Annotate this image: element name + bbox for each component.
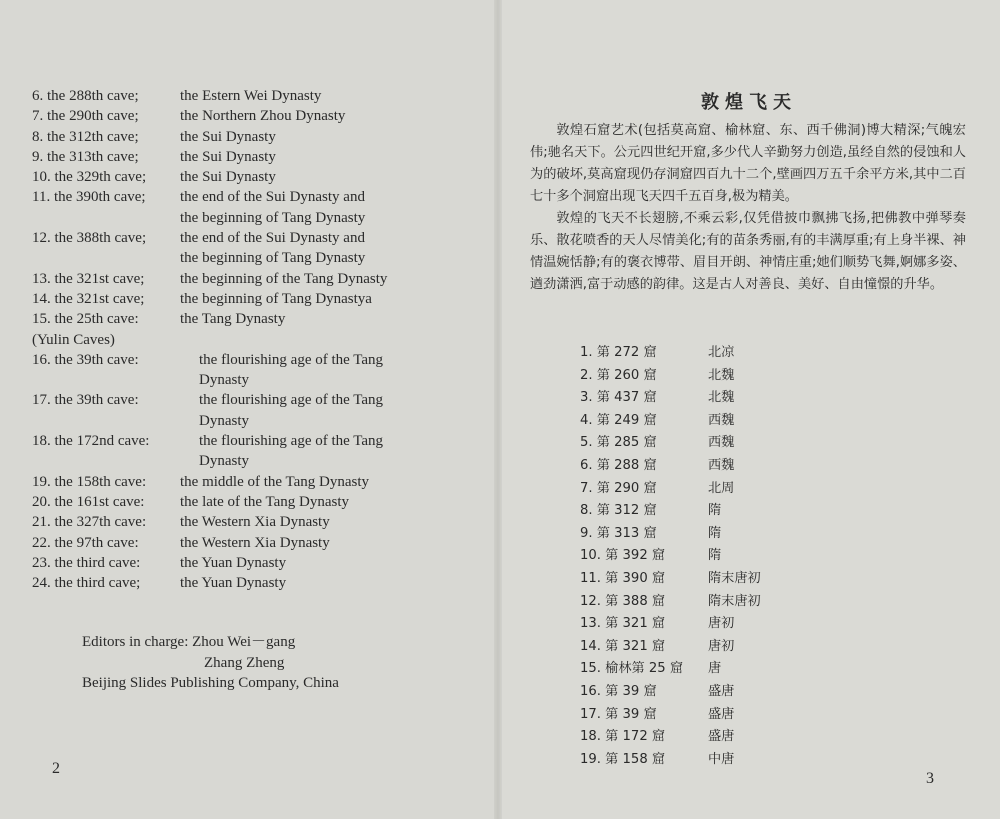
list-item: 7. the 290th cave; the Northern Zhou Dynasty — [32, 108, 346, 125]
list-item: 8. 第 312 窟 隋 — [580, 503, 722, 519]
list-item: 16. 第 39 窟 盛唐 — [580, 683, 735, 699]
english-cave-list — [32, 86, 452, 593]
list-item: 8. the 312th cave; the Sui Dynasty — [32, 128, 276, 145]
list-item: 23. the third cave: the Yuan Dynasty — [32, 554, 287, 571]
list-item: 1. 第 272 窟 北凉 — [580, 345, 735, 360]
description-paragraph: 敦煌的飞天不长翅膀,不乘云彩,仅凭借披巾飘拂飞扬,把佛教中弹琴奏乐、散花喷香的天人尽情美化;有的苗条秀丽,有的丰满厚重;有上身半裸、神情温婉恬静;有的褒衣博带、眉目开朗、神情庄重;她们顺势飞舞,婀娜多姿、遒劲潇洒,富于动感的韵律。这是古人对善良、美好、自由憧憬的升华。 — [530, 211, 966, 292]
list-item: 14. the 321st cave; the beginning of Tang Dynastya — [32, 290, 372, 307]
list-item: 17. 第 39 窟 盛唐 — [580, 706, 735, 722]
list-item: 7. 第 290 窟 北周 — [580, 480, 735, 496]
page-number-right: 3 — [926, 770, 934, 787]
list-item: 22. the 97th cave: the Western Xia Dynasty — [32, 534, 330, 551]
list-item: 18. 第 172 窟 盛唐 — [580, 729, 735, 745]
list-item: 16. the 39th cave: the flourishing age of the Tang — [32, 351, 384, 368]
list-item: 14. 第 321 窟 唐初 — [580, 638, 735, 654]
list-item: 4. 第 249 窟 西魏 — [580, 412, 735, 428]
list-item-continuation: Dynasty — [199, 412, 249, 429]
list-item: 10. the 329th cave; the Sui Dynasty — [32, 169, 276, 186]
intro-paragraph: 敦煌石窟艺术(包括莫高窟、榆林窟、东、西千佛洞)博大精深;气魄宏伟;驰名天下。公元四世纪开窟,多少代人辛勤努力创造,虽经自然的侵蚀和人为的破坏,莫高窟现仍存洞窟四百九十二个,壁画四万五千余平方米,其中二百七十多个洞窟出现飞天四千五百身,极为精美。 — [530, 123, 966, 204]
list-item: 6. 第 288 窟 西魏 — [580, 457, 735, 473]
credit-publisher: Beijing Slides Publishing Company, China — [82, 675, 339, 691]
list-item: 6. the 288th cave; the Estern Wei Dynasty — [32, 88, 322, 104]
list-item: 19. the 158th cave: the middle of the Tang Dynasty — [32, 473, 370, 490]
list-item-continuation: the beginning of Tang Dynasty — [180, 209, 366, 226]
credit-editor-second: Zhang Zheng — [204, 654, 285, 671]
list-item: 17. the 39th cave: the flourishing age of the Tang — [32, 392, 384, 409]
page-number-left: 2 — [52, 760, 60, 777]
list-item: 21. the 327th cave: the Western Xia Dynasty — [32, 514, 330, 531]
list-item: 11. the 390th cave; the end of the Sui Dynasty and — [32, 189, 365, 206]
chinese-cave-list — [580, 342, 840, 771]
list-item: 13. 第 321 窟 唐初 — [580, 616, 735, 632]
list-item: 24. the third cave; the Yuan Dynasty — [32, 575, 287, 592]
list-item: 15. 榆林第 25 窟 唐 — [580, 661, 722, 677]
list-item: 12. the 388th cave; the end of the Sui Dynasty and — [32, 230, 365, 247]
list-item: 18. the 172nd cave: the flourishing age of the Tang — [32, 433, 384, 450]
credit-editors: Editors in charge: Zhou Wei－gang — [82, 634, 296, 650]
list-item: 11. 第 390 窟 隋末唐初 — [580, 570, 761, 586]
list-item: 12. 第 388 窟 隋末唐初 — [580, 593, 761, 609]
list-item: 9. the 313th cave; the Sui Dynasty — [32, 148, 276, 165]
list-item: 20. the 161st cave: the late of the Tang Dynasty — [32, 493, 350, 510]
list-item: 5. 第 285 窟 西魏 — [580, 435, 735, 451]
page-title: 敦煌飞天 — [701, 92, 797, 113]
list-item: 15. the 25th cave: the Tang Dynasty — [32, 311, 286, 328]
list-item: 19. 第 158 窟 中唐 — [580, 751, 735, 767]
list-item: 13. the 321st cave; the beginning of the Tang Dynasty — [32, 270, 388, 287]
editor-credits — [82, 632, 339, 694]
list-item-continuation: the beginning of Tang Dynasty — [180, 250, 366, 267]
list-item: 10. 第 392 窟 隋 — [580, 548, 722, 564]
list-item-continuation: Dynasty — [199, 372, 249, 389]
list-item-note: (Yulin Caves) — [32, 331, 115, 348]
list-item: 2. 第 260 窟 北魏 — [580, 367, 735, 383]
list-item-continuation: Dynasty — [199, 453, 249, 470]
list-item: 9. 第 313 窟 隋 — [580, 525, 722, 541]
book-gutter — [494, 0, 502, 819]
list-item: 3. 第 437 窟 北魏 — [580, 390, 735, 406]
